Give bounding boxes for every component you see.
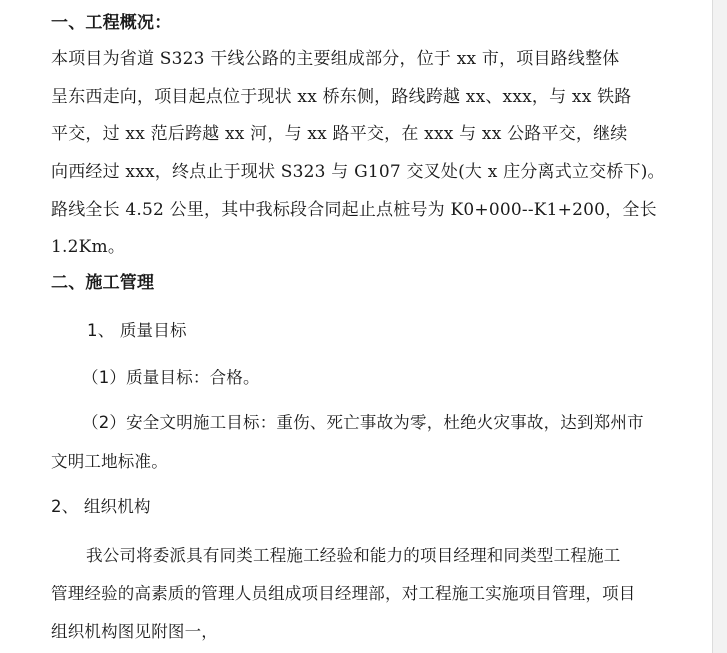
subheading-organization: 2、 组织机构 <box>51 497 151 516</box>
overview-line: 1.2Km。 <box>51 237 126 257</box>
organization-line: 我公司将委派具有同类工程施工经验和能力的项目经理和同类型工程施工 <box>86 546 621 565</box>
section-heading-management: 二、施工管理 <box>51 273 155 293</box>
overview-line: 本项目为省道 S323 干线公路的主要组成部分，位于 xx 市，项目路线整体 <box>51 49 620 69</box>
organization-line: 组织机构图见附图一， <box>51 622 218 641</box>
quality-item: （1）质量目标：合格。 <box>82 368 260 387</box>
safety-item: （2）安全文明施工目标：重伤、死亡事故为零，杜绝火灾事故，达到郑州市 <box>82 413 644 432</box>
organization-line: 管理经验的高素质的管理人员组成项目经理部，对工程施工实施项目管理，项目 <box>51 584 636 603</box>
overview-line: 向西经过 xxx，终点止于现状 S323 与 G107 交叉处(大 x 庄分离式立交桥下)。 <box>51 162 665 182</box>
scroll-gutter[interactable] <box>713 0 727 653</box>
overview-line: 呈东西走向，项目起点位于现状 xx 桥东侧，路线跨越 xx、xxx，与 xx 铁路 <box>51 87 632 107</box>
safety-item-continuation: 文明工地标准。 <box>51 452 168 471</box>
subheading-quality-goal: 1、 质量目标 <box>87 321 187 340</box>
section-heading-overview: 一、工程概况： <box>51 13 172 33</box>
overview-line: 平交，过 xx 范后跨越 xx 河，与 xx 路平交，在 xxx 与 xx 公路平交，继续 <box>51 124 628 144</box>
overview-line: 路线全长 4.52 公里，其中我标段合同起止点桩号为 K0+000--K1+200，全长 <box>51 200 657 220</box>
